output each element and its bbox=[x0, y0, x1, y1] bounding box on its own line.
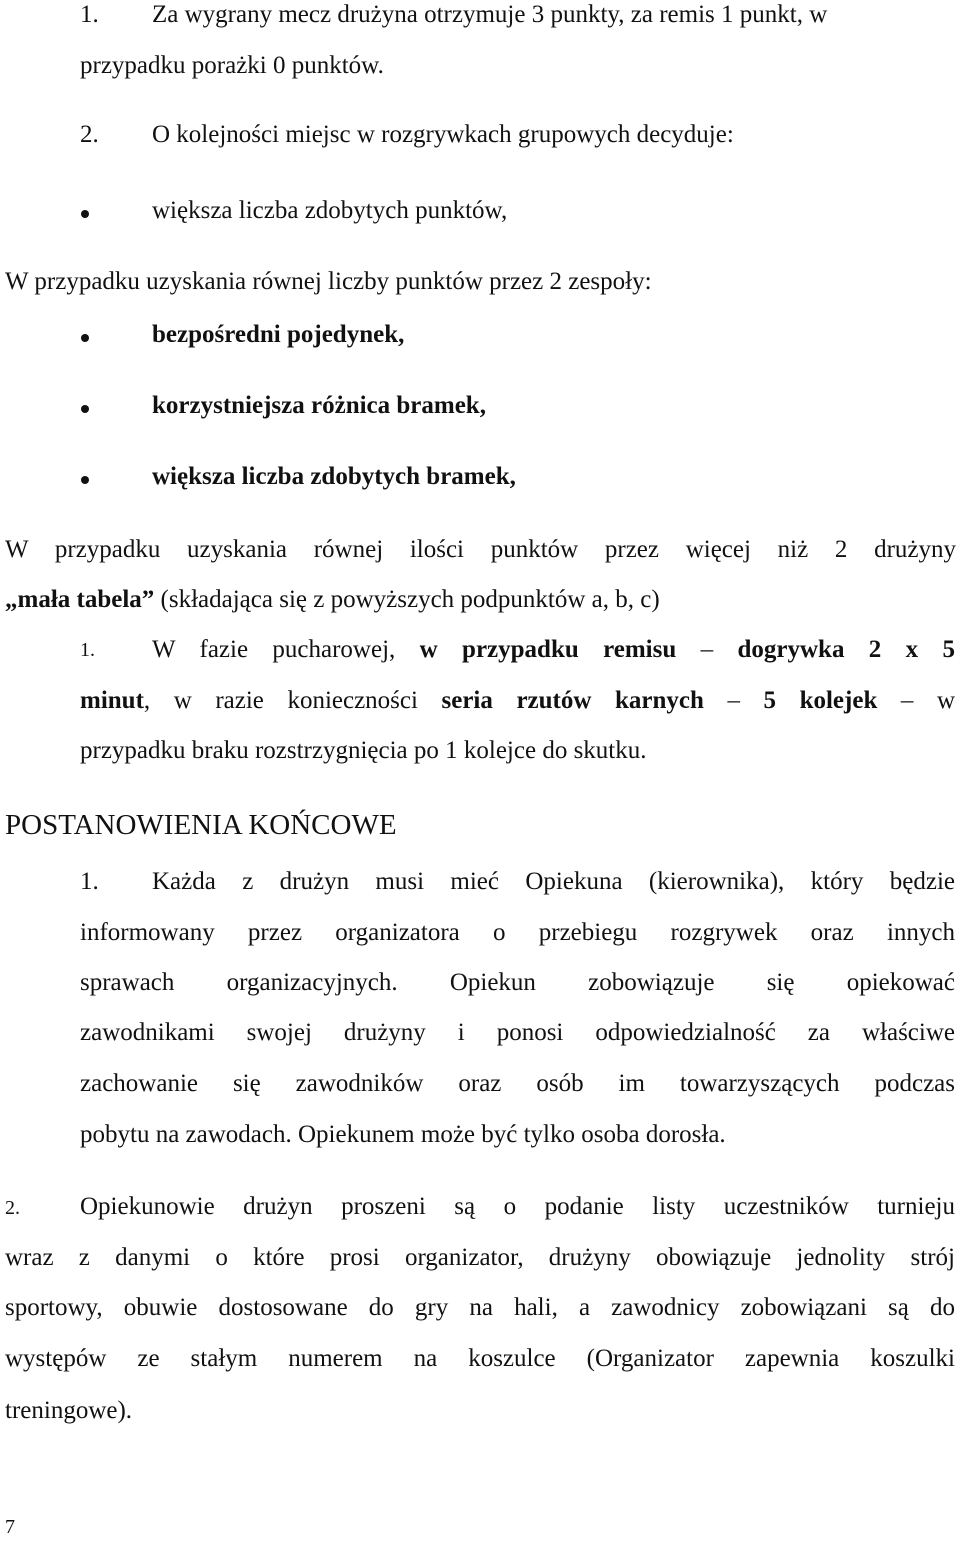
final1-line: pobytu na zawodach. Opiekunem może być tylko osoba dorosła. bbox=[80, 1121, 726, 1148]
tie-criterion-item: korzystniejsza różnica bramek, bbox=[152, 392, 486, 419]
list-number: 1. bbox=[80, 868, 99, 895]
section-heading: POSTANOWIENIA KOŃCOWE bbox=[5, 809, 397, 841]
rule-points-line1: Za wygrany mecz drużyna otrzymuje 3 punkty, za remis 1 punkt, w bbox=[152, 1, 828, 28]
tie-two-teams-text: W przypadku uzyskania równej liczby punktów przez 2 zespoły: bbox=[5, 268, 652, 295]
final1-line: informowany przez organizatora o przebiegu rozgrywek oraz innych bbox=[80, 919, 955, 946]
final1-line: sprawach organizacyjnych. Opiekun zobowiązuje się opiekować bbox=[80, 969, 955, 996]
knockout-text-bold: 5 kolejek bbox=[763, 687, 878, 714]
knockout-text-bold: w przypadku remisu bbox=[419, 636, 677, 663]
knockout-text-bold: minut bbox=[80, 687, 144, 714]
final2-line: treningowe). bbox=[5, 1397, 133, 1424]
knockout-text: W fazie pucharowej, bbox=[152, 636, 396, 663]
knockout-line1 bbox=[152, 635, 955, 665]
final1-line: zachowanie się zawodników oraz osób im towarzyszących podczas bbox=[80, 1070, 955, 1097]
bullet-icon bbox=[81, 334, 89, 342]
final1-line: Każda z drużyn musi mieć Opiekuna (kierownika), który będzie bbox=[152, 868, 955, 895]
final2-line: wraz z danymi o które prosi organizator, drużyny obowiązuje jednolity strój bbox=[5, 1244, 955, 1271]
dash: – bbox=[727, 687, 740, 714]
rule-points-line2: przypadku porażki 0 punktów. bbox=[80, 52, 384, 79]
small-table-note: (składająca się z powyższych podpunktów a, b, c) bbox=[160, 586, 660, 613]
rule-order-heading: O kolejności miejsc w rozgrywkach grupowych decyduje: bbox=[152, 121, 734, 148]
final1-line: zawodnikami swojej drużyny i ponosi odpowiedzialność za właściwe bbox=[80, 1019, 955, 1046]
knockout-text-bold: dogrywka 2 x 5 bbox=[737, 636, 956, 663]
small-table-label: „mała tabela” bbox=[5, 586, 155, 613]
list-number: 1. bbox=[80, 639, 95, 661]
list-number: 1. bbox=[80, 1, 99, 28]
final2-line: Opiekunowie drużyn proszeni są o podanie listy uczestników turnieju bbox=[80, 1193, 955, 1220]
bullet-icon bbox=[81, 210, 89, 218]
tie-criterion-item: większa liczba zdobytych bramek, bbox=[152, 463, 516, 490]
knockout-text: , w razie konieczności bbox=[143, 687, 418, 714]
dash: – bbox=[700, 636, 714, 663]
small-table-line bbox=[5, 585, 660, 615]
list-number: 2. bbox=[80, 121, 99, 148]
knockout-text-bold: seria rzutów karnych bbox=[441, 687, 704, 714]
bullet-icon bbox=[81, 476, 89, 484]
criterion-item: większa liczba zdobytych punktów, bbox=[152, 197, 508, 224]
knockout-line2 bbox=[80, 686, 955, 716]
knockout-text: w bbox=[936, 687, 956, 714]
list-number: 2. bbox=[5, 1197, 20, 1219]
tie-more-teams-text: W przypadku uzyskania równej ilości punktów przez więcej niż 2 drużyny bbox=[5, 536, 956, 563]
knockout-line3: przypadku braku rozstrzygnięcia po 1 kolejce do skutku. bbox=[80, 737, 647, 764]
tie-criterion-item: bezpośredni pojedynek, bbox=[152, 321, 405, 348]
dash: – bbox=[900, 687, 914, 714]
bullet-icon bbox=[81, 405, 89, 413]
final2-line: występów ze stałym numerem na koszulce (Organizator zapewnia koszulki bbox=[5, 1345, 955, 1372]
final2-line: sportowy, obuwie dostosowane do gry na hali, a zawodnicy zobowiązani są do bbox=[5, 1294, 955, 1321]
page-number: 7 bbox=[5, 1516, 15, 1538]
